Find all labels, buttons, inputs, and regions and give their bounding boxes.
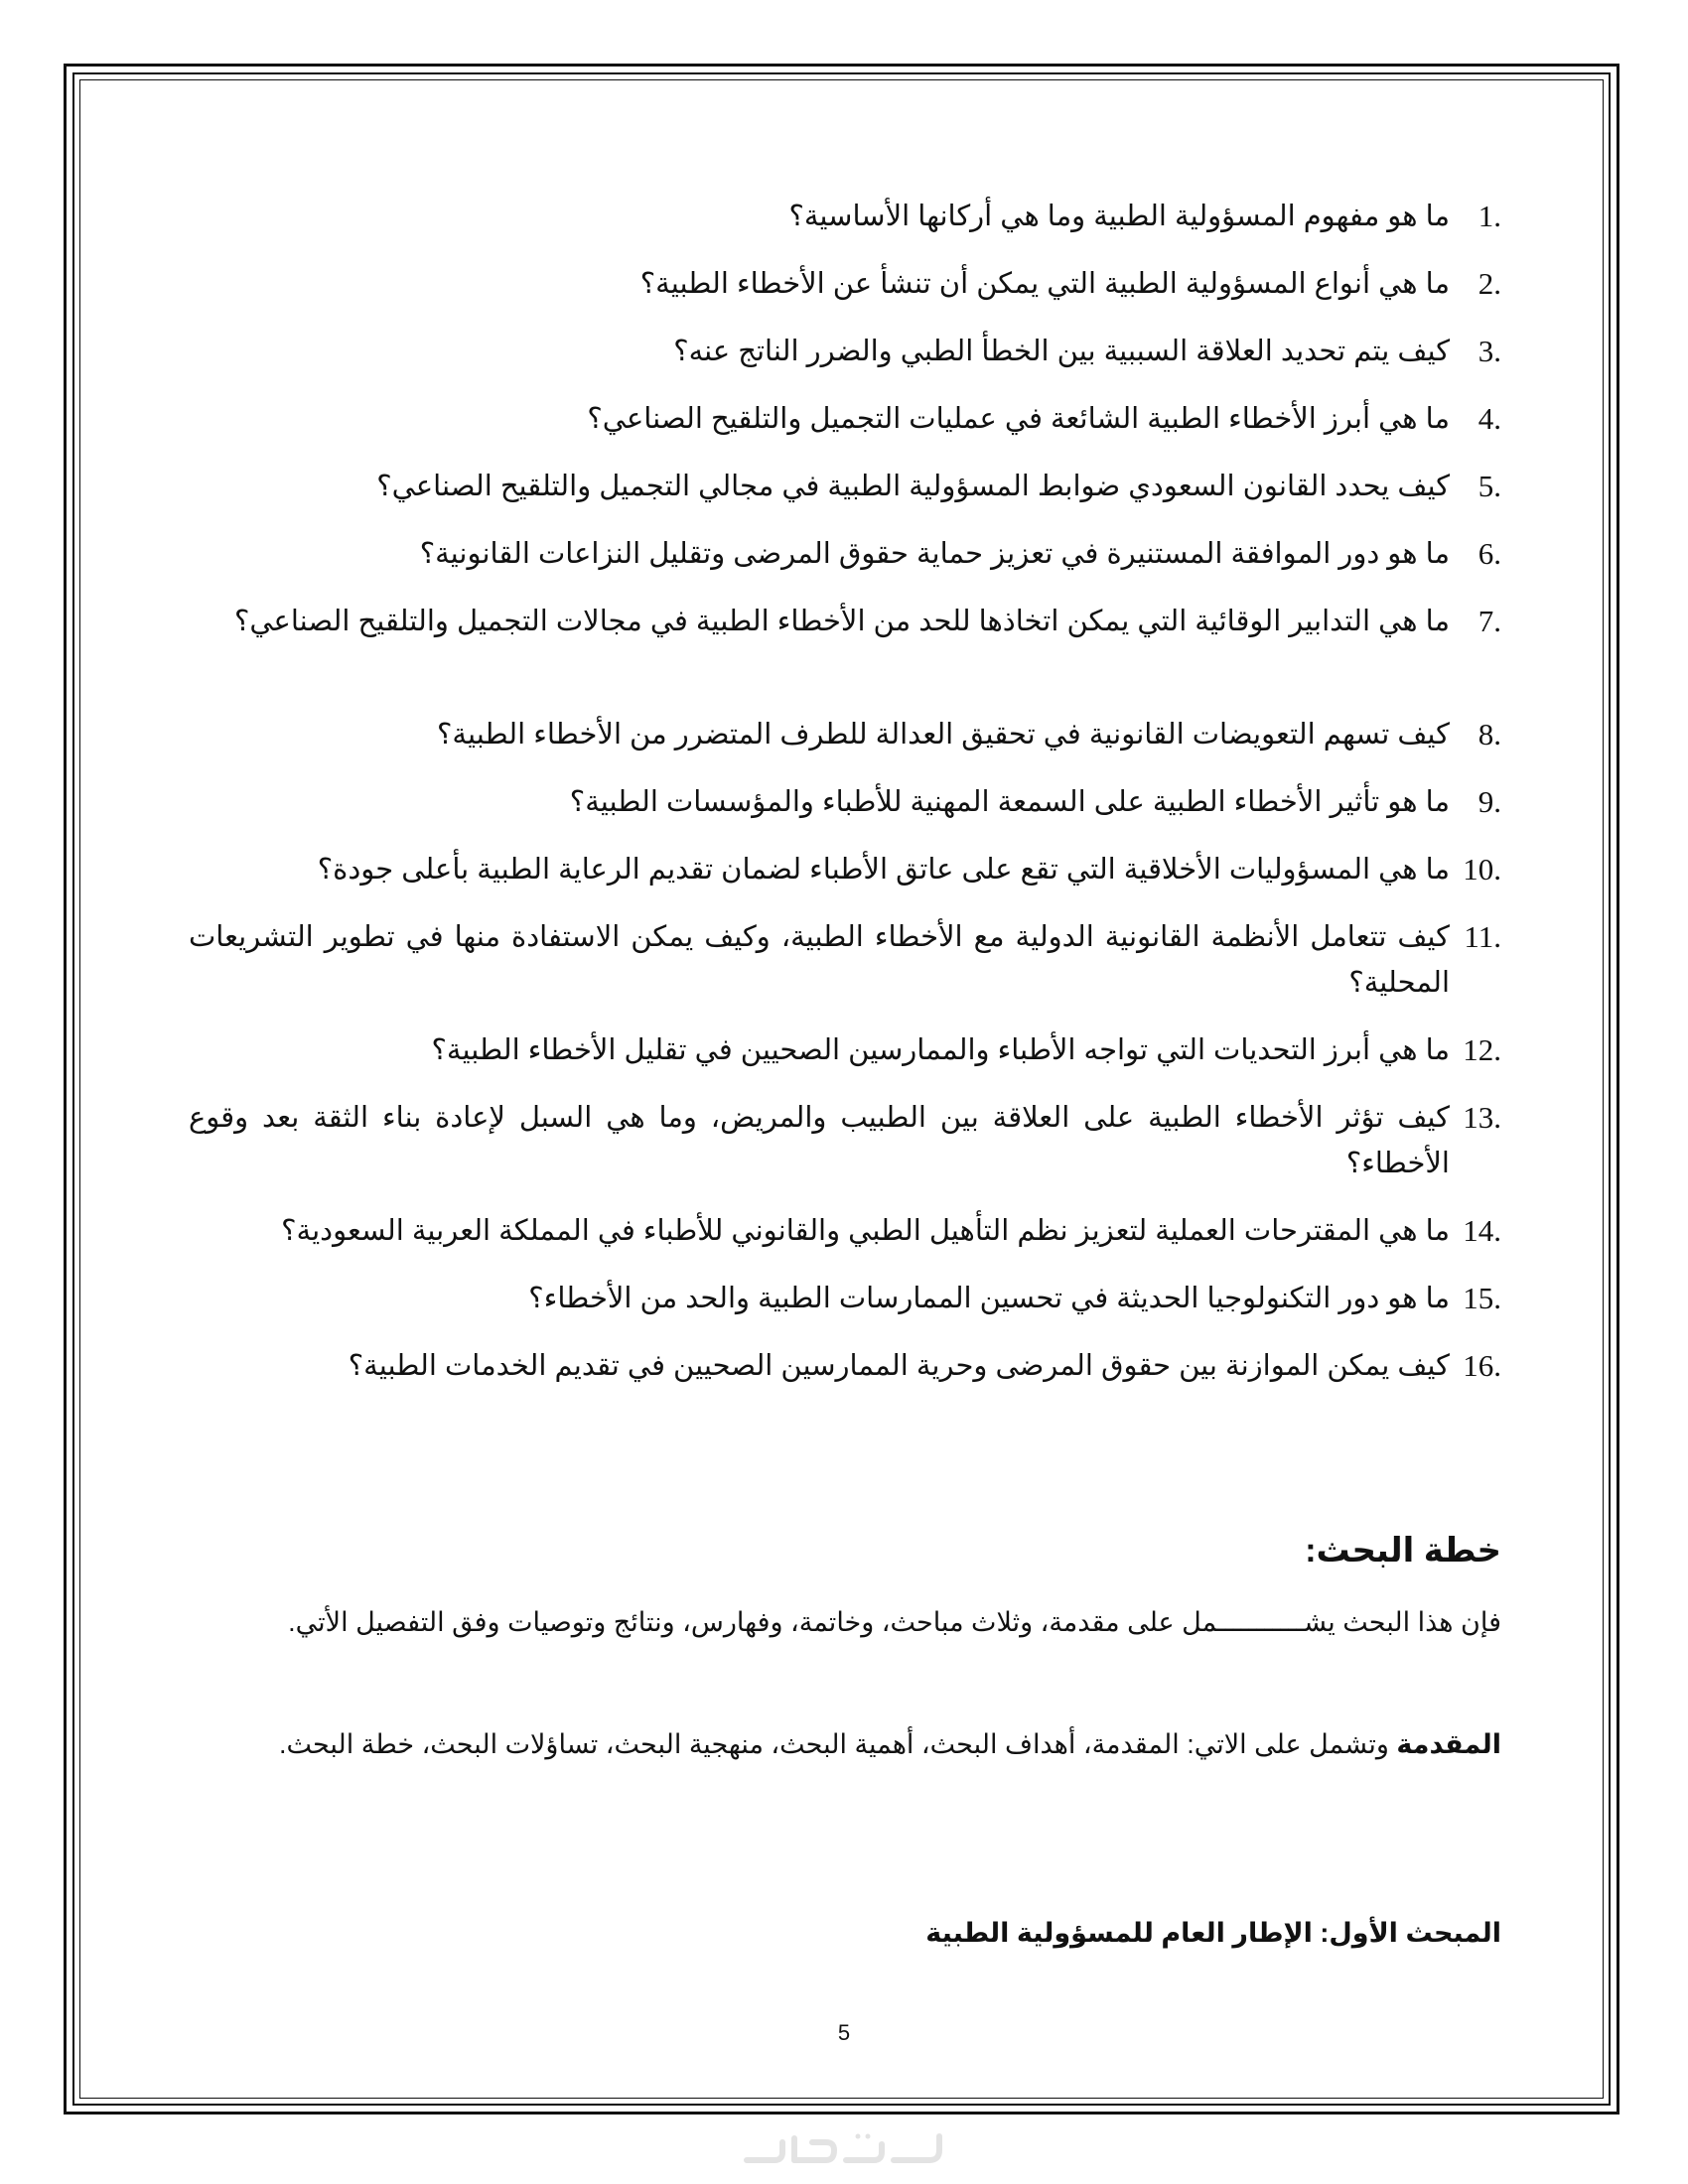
khamsat-watermark-logo <box>735 2122 953 2176</box>
question-number: 10. <box>1463 852 1501 887</box>
question-number: 15. <box>1463 1281 1501 1315</box>
question-number: 5. <box>1477 469 1501 503</box>
question-text: ما هي المقترحات العملية لتعزيز نظم التأهيل الطبي والقانوني للأطباء في المملكة العربية السعودية؟ <box>281 1215 1450 1247</box>
question-item <box>189 1208 1501 1276</box>
question-item <box>189 194 1501 261</box>
question-item <box>189 396 1501 464</box>
question-item <box>189 1027 1501 1095</box>
question-text: كيف يمكن الموازنة بين حقوق المرضى وحرية الممارسين الصحيين في تقديم الخدمات الطبية؟ <box>348 1350 1450 1382</box>
question-item <box>189 329 1501 396</box>
question-text: ما هي أبرز الأخطاء الطبية الشائعة في عمليات التجميل والتلقيح الصناعي؟ <box>587 403 1450 435</box>
question-item <box>189 599 1501 712</box>
question-text: ما هي المسؤوليات الأخلاقية التي تقع على عاتق الأطباء لضمان تقديم الرعاية الطبية بأعلى جودة؟ <box>317 854 1450 886</box>
question-item <box>189 712 1501 779</box>
page-number: 5 <box>837 2020 851 2045</box>
question-number: 12. <box>1463 1032 1501 1067</box>
question-item <box>189 1095 1501 1208</box>
research-plan-paragraph: فإن هذا البحث يشـــــــــــمل على مقدمة، وثلاث مباحث، وخاتمة، وفهارس، ونتائج وتوصيات وفق التفصيل الأتي. <box>288 1607 1501 1637</box>
question-text: ما هي أبرز التحديات التي تواجه الأطباء والممارسين الصحيين في تقليل الأخطاء الطبية؟ <box>431 1034 1450 1066</box>
question-number: 9. <box>1477 784 1501 819</box>
question-number: 7. <box>1477 604 1501 638</box>
question-text: كيف يحدد القانون السعودي ضوابط المسؤولية الطبية في مجالي التجميل والتلقيح الصناعي؟ <box>376 471 1450 502</box>
question-text: ما هي أنواع المسؤولية الطبية التي يمكن أن تنشأ عن الأخطاء الطبية؟ <box>639 268 1450 300</box>
question-item <box>189 531 1501 599</box>
question-number: 16. <box>1463 1348 1501 1383</box>
question-number: 1. <box>1477 199 1501 233</box>
question-number: 6. <box>1477 536 1501 571</box>
introduction-paragraph <box>189 1722 1501 1767</box>
research-questions-list <box>189 194 1501 1411</box>
question-item <box>189 261 1501 329</box>
question-item <box>189 914 1501 1027</box>
question-number: 14. <box>1463 1213 1501 1248</box>
question-number: 3. <box>1477 334 1501 368</box>
question-text: كيف تسهم التعويضات القانونية في تحقيق العدالة للطرف المتضرر من الأخطاء الطبية؟ <box>437 719 1450 751</box>
question-item <box>189 1343 1501 1411</box>
question-text: كيف يتم تحديد العلاقة السببية بين الخطأ الطبي والضرر الناتج عنه؟ <box>673 336 1450 367</box>
question-text: كيف تتعامل الأنظمة القانونية الدولية مع الأخطاء الطبية، وكيف يمكن الاستفادة منها في تطوير التشريعات المحلية؟ <box>189 921 1450 999</box>
question-text: ما هو دور التكنولوجيا الحديثة في تحسين الممارسات الطبية والحد من الأخطاء؟ <box>528 1283 1450 1314</box>
question-text: ما هو مفهوم المسؤولية الطبية وما هي أركانها الأساسية؟ <box>788 201 1450 232</box>
question-number: 11. <box>1464 919 1501 954</box>
research-plan-heading: خطة البحث: <box>1305 1532 1501 1570</box>
question-item <box>189 1276 1501 1343</box>
question-item <box>189 847 1501 914</box>
question-text: ما هي التدابير الوقائية التي يمكن اتخاذها للحد من الأخطاء الطبية في مجالات التجميل والتلقيح الصناعي؟ <box>233 606 1450 637</box>
question-text: كيف تؤثر الأخطاء الطبية على العلاقة بين الطبيب والمريض، وما هي السبل لإعادة بناء الثقة بعد وقوع الأخطاء؟ <box>189 1102 1450 1179</box>
question-item <box>189 779 1501 847</box>
introduction-text: وتشمل على الاتي: المقدمة، أهداف البحث، أهمية البحث، منهجية البحث، تساؤلات البحث، خطة البحث. <box>278 1729 1397 1759</box>
introduction-label: المقدمة <box>1396 1729 1501 1759</box>
question-number: 4. <box>1477 401 1501 436</box>
question-item <box>189 464 1501 531</box>
section-one-heading: المبحث الأول: الإطار العام للمسؤولية الطبية <box>925 1918 1501 1948</box>
question-number: 2. <box>1477 266 1501 301</box>
question-text: ما هو دور الموافقة المستنيرة في تعزيز حماية حقوق المرضى وتقليل النزاعات القانونية؟ <box>419 538 1450 570</box>
question-text: ما هو تأثير الأخطاء الطبية على السمعة المهنية للأطباء والمؤسسات الطبية؟ <box>569 786 1450 818</box>
question-number: 8. <box>1477 717 1501 751</box>
question-number: 13. <box>1463 1100 1501 1135</box>
